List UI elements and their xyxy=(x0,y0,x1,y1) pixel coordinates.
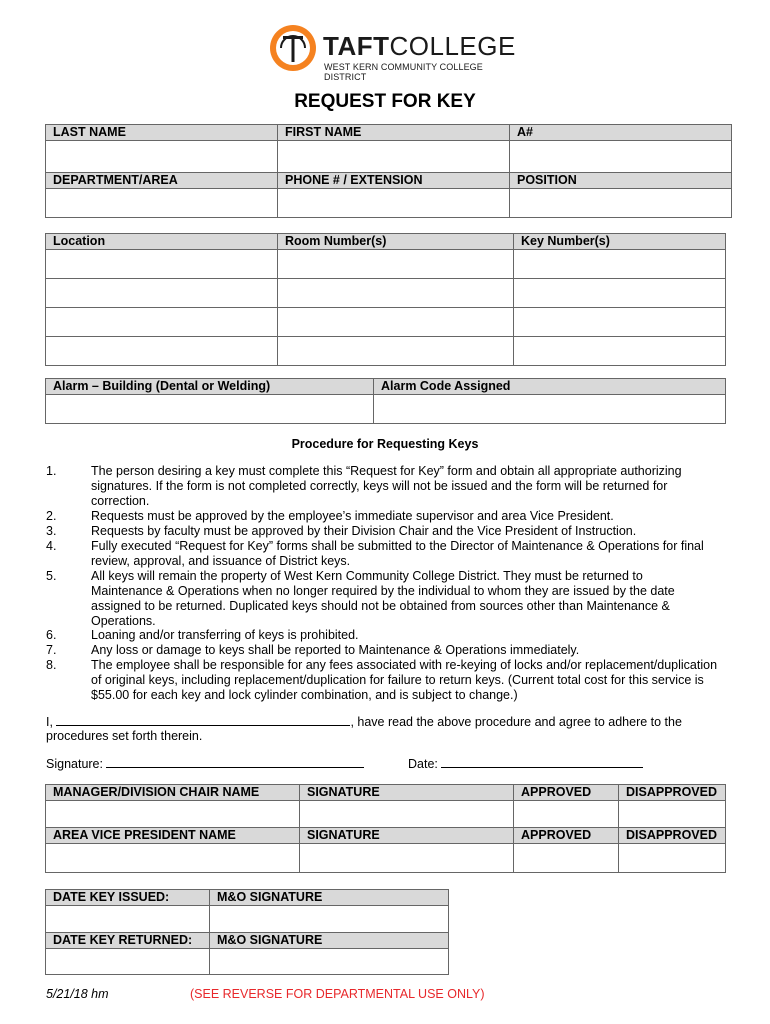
reverse-note: (SEE REVERSE FOR DEPARTMENTAL USE ONLY) xyxy=(190,987,485,1001)
procedure-line: assigned to be returned. Duplicated keys should not be obtained from sources other than Maintenance & xyxy=(91,599,670,613)
procedure-item-number: 8. xyxy=(46,658,57,672)
key-number-field[interactable] xyxy=(514,279,726,308)
date-issued-field[interactable] xyxy=(46,906,210,933)
key-numbers-label: Key Number(s) xyxy=(514,234,726,250)
procedure-line: The person desiring a key must complete this “Request for Key” form and obtain all appropriate authorizing xyxy=(91,464,682,478)
procedure-line: review, approval, and issuance of District keys. xyxy=(91,554,351,568)
vp-name-label: AREA VICE PRESIDENT NAME xyxy=(46,828,300,844)
tc-monogram-icon xyxy=(268,23,318,73)
procedure-line: Maintenance & Operations when no longer required by the individual to whom they are issued by the date xyxy=(91,584,675,598)
procedure-line: Requests by faculty must be approved by their Division Chair and the Vice President of Instruction. xyxy=(91,524,637,538)
page-title: REQUEST FOR KEY xyxy=(294,91,476,112)
location-label: Location xyxy=(46,234,278,250)
logo-name-regular: COLLEGE xyxy=(389,31,516,61)
date-row xyxy=(408,756,643,772)
procedure-item-number: 6. xyxy=(46,628,57,642)
position-field[interactable] xyxy=(510,189,732,218)
vp-disapproved-field[interactable] xyxy=(619,844,726,873)
key-number-field[interactable] xyxy=(514,250,726,279)
procedure-line: Loaning and/or transferring of keys is prohibited. xyxy=(91,628,359,642)
procedure-line: All keys will remain the property of West Kern Community College District. They must be returned to xyxy=(91,569,643,583)
phone-label: PHONE # / EXTENSION xyxy=(278,173,510,189)
key-number-field[interactable] xyxy=(514,337,726,366)
manager-disapproved-label: DISAPPROVED xyxy=(619,785,726,801)
vp-name-field[interactable] xyxy=(46,844,300,873)
procedure-line: Any loss or damage to keys shall be reported to Maintenance & Operations immediately. xyxy=(91,643,580,657)
agreement-suffix: , have read the above procedure and agree to adhere to the xyxy=(350,715,682,729)
issued-mo-signature-field[interactable] xyxy=(210,906,449,933)
alarm-code-field[interactable] xyxy=(374,395,726,424)
room-number-field[interactable] xyxy=(278,250,514,279)
logo-name-bold: TAFT xyxy=(323,31,390,61)
vp-approved-label: APPROVED xyxy=(514,828,619,844)
manager-name-label: MANAGER/DIVISION CHAIR NAME xyxy=(46,785,300,801)
vp-approved-field[interactable] xyxy=(514,844,619,873)
procedure-item-number: 1. xyxy=(46,464,57,478)
manager-name-field[interactable] xyxy=(46,801,300,828)
room-number-field[interactable] xyxy=(278,308,514,337)
a-number-field[interactable] xyxy=(510,141,732,173)
manager-approved-field[interactable] xyxy=(514,801,619,828)
room-number-field[interactable] xyxy=(278,279,514,308)
agreement-prefix: I, xyxy=(46,715,53,729)
key-issue-table xyxy=(45,889,449,975)
vp-signature-label: SIGNATURE xyxy=(300,828,514,844)
returned-mo-signature-field[interactable] xyxy=(210,949,449,975)
procedure-line: signatures. If the form is not completed correctly, keys will not be issued and the form will be returned for xyxy=(91,479,668,493)
procedure-line: $55.00 for each key and lock cylinder combination, and is subject to change.) xyxy=(91,688,518,702)
vp-disapproved-label: DISAPPROVED xyxy=(619,828,726,844)
procedure-item-number: 5. xyxy=(46,569,57,583)
room-numbers-label: Room Number(s) xyxy=(278,234,514,250)
manager-disapproved-field[interactable] xyxy=(619,801,726,828)
location-field[interactable] xyxy=(46,279,278,308)
procedure-item-number: 3. xyxy=(46,524,57,538)
date-line[interactable] xyxy=(441,756,643,768)
college-logo xyxy=(268,23,516,82)
alarm-table xyxy=(45,378,726,424)
date-returned-label: DATE KEY RETURNED: xyxy=(46,933,210,949)
date-returned-field[interactable] xyxy=(46,949,210,975)
date-issued-label: DATE KEY ISSUED: xyxy=(46,890,210,906)
approval-table xyxy=(45,784,726,873)
signature-label: Signature: xyxy=(46,757,103,771)
procedure-line: The employee shall be responsible for any fees associated with re-keying of locks and/or replacement/duplication xyxy=(91,658,718,672)
logo-subtitle: WEST KERN COMMUNITY COLLEGE DISTRICT xyxy=(324,62,483,82)
department-field[interactable] xyxy=(46,189,278,218)
returned-mo-signature-label: M&O SIGNATURE xyxy=(210,933,449,949)
location-field[interactable] xyxy=(46,250,278,279)
procedure-line: Fully executed “Request for Key” forms shall be submitted to the Director of Maintenance & Operations for final xyxy=(91,539,704,553)
employee-info-table xyxy=(45,124,732,218)
manager-approved-label: APPROVED xyxy=(514,785,619,801)
department-label: DEPARTMENT/AREA xyxy=(46,173,278,189)
room-number-field[interactable] xyxy=(278,337,514,366)
procedure-item-number: 2. xyxy=(46,509,57,523)
a-number-label: A# xyxy=(510,125,732,141)
alarm-code-label: Alarm Code Assigned xyxy=(374,379,726,395)
agreement-statement xyxy=(46,714,736,730)
date-label: Date: xyxy=(408,757,438,771)
revision-date: 5/21/18 hm xyxy=(46,987,109,1001)
procedure-item-number: 4. xyxy=(46,539,57,553)
position-label: POSITION xyxy=(510,173,732,189)
agreement-name-line[interactable] xyxy=(56,714,350,726)
procedure-line: of original keys, including replacement/duplication for failure to return keys. (Current total cost for this service is xyxy=(91,673,704,687)
last-name-field[interactable] xyxy=(46,141,278,173)
location-field[interactable] xyxy=(46,337,278,366)
procedure-line: correction. xyxy=(91,494,150,508)
vp-signature-field[interactable] xyxy=(300,844,514,873)
phone-field[interactable] xyxy=(278,189,510,218)
last-name-label: LAST NAME xyxy=(46,125,278,141)
issued-mo-signature-label: M&O SIGNATURE xyxy=(210,890,449,906)
procedure-item-number: 7. xyxy=(46,643,57,657)
agreement-line-2: procedures set forth therein. xyxy=(46,729,203,743)
manager-signature-label: SIGNATURE xyxy=(300,785,514,801)
alarm-building-field[interactable] xyxy=(46,395,374,424)
procedure-line: Requests must be approved by the employee’s immediate supervisor and area Vice President. xyxy=(91,509,614,523)
signature-line[interactable] xyxy=(106,756,364,768)
manager-signature-field[interactable] xyxy=(300,801,514,828)
procedure-title: Procedure for Requesting Keys xyxy=(291,437,479,451)
first-name-field[interactable] xyxy=(278,141,510,173)
keys-table xyxy=(45,233,726,366)
key-number-field[interactable] xyxy=(514,308,726,337)
first-name-label: FIRST NAME xyxy=(278,125,510,141)
alarm-building-label: Alarm – Building (Dental or Welding) xyxy=(46,379,374,395)
procedure-line: Operations. xyxy=(91,614,156,628)
location-field[interactable] xyxy=(46,308,278,337)
